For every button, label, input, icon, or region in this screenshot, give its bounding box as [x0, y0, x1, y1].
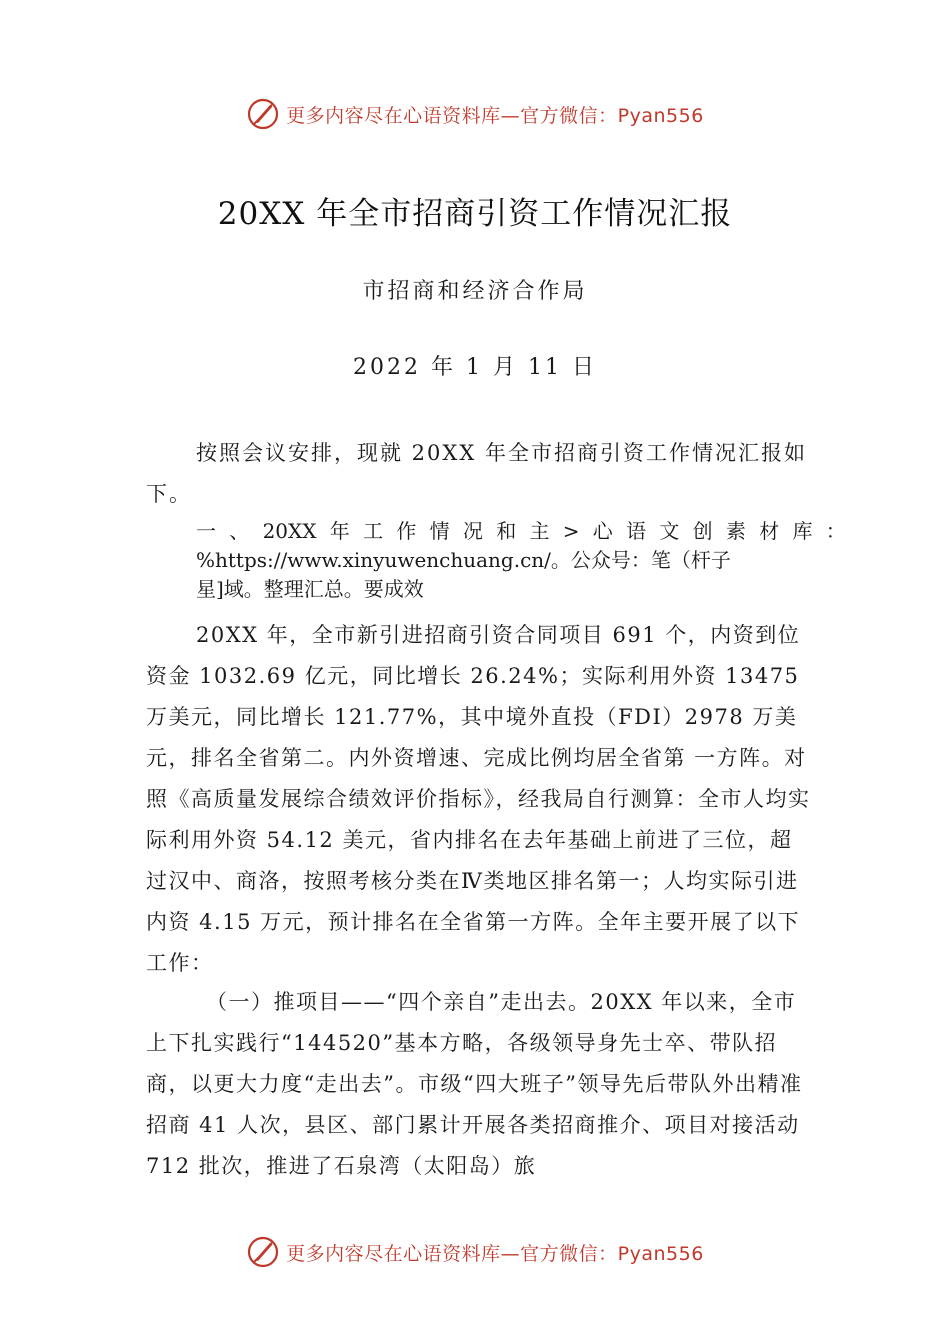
- section-heading-line-2: %https://www.xinyuwenchuang.cn/。公众号：笔（杆子: [196, 548, 731, 572]
- document-date: 2022 年 1 月 11 日: [353, 355, 597, 380]
- subsection-paragraph: （一）推项目——“四个亲自”走出去。20XX 年以来，全市上下扎实践行“144520”基本方略，各级领导身先士卒、带队招商，以更大力度“走出去”。市级“四大班子”领导先后带队外出精准招商 41 人次，县区、部门累计开展各类招商推介、项目对接活动 712 批次，推进了石泉湾（太阳岛）旅: [146, 990, 803, 1178]
- section-heading-spread-line: 一 、 20XX 年 工 作 情 况 和 主 > 心 语 文 创 素 材 库 ：: [196, 519, 846, 543]
- watermark-text: 更多内容尽在心语资料库—官方微信：Pyan556: [286, 104, 704, 127]
- watermark-footer: [0, 1232, 950, 1272]
- issuing-organization: 市招商和经济合作局: [362, 279, 588, 304]
- section-heading-line-3: 星]域。整理汇总。要成效: [196, 577, 424, 601]
- quill-pen-logo-icon: [246, 1235, 280, 1269]
- watermark-text: 更多内容尽在心语资料库—官方微信：Pyan556: [286, 1242, 704, 1265]
- page-title: 20XX 年全市招商引资工作情况汇报: [217, 196, 733, 232]
- section-heading: [196, 517, 846, 604]
- summary-paragraph: 20XX 年，全市新引进招商引资合同项目 691 个，内资到位资金 1032.69 亿元，同比增长 26.24%；实际利用外资 13475 万美元，同比增长 121.77%，其中境外直投（FDI）2978 万美元，排名全省第二。内外资增速、完成比例均居全省第 一方阵。对照《高质量发展综合绩效评价指标》，经我局自行测算：全市人均实际利用外资 54.12 美元，省内排名在去年基础上前进了三位，超过汉中、商洛，按照考核分类在Ⅳ类地区排名第一；人均实际引进内资 4.15 万元，预计排名在全省第一方阵。全年主要开展了以下工作：: [146, 623, 811, 975]
- quill-pen-logo-icon: [246, 97, 280, 131]
- watermark-header: [0, 94, 950, 134]
- intro-paragraph: 按照会议安排，现就 20XX 年全市招商引资工作情况汇报如下。: [146, 441, 807, 506]
